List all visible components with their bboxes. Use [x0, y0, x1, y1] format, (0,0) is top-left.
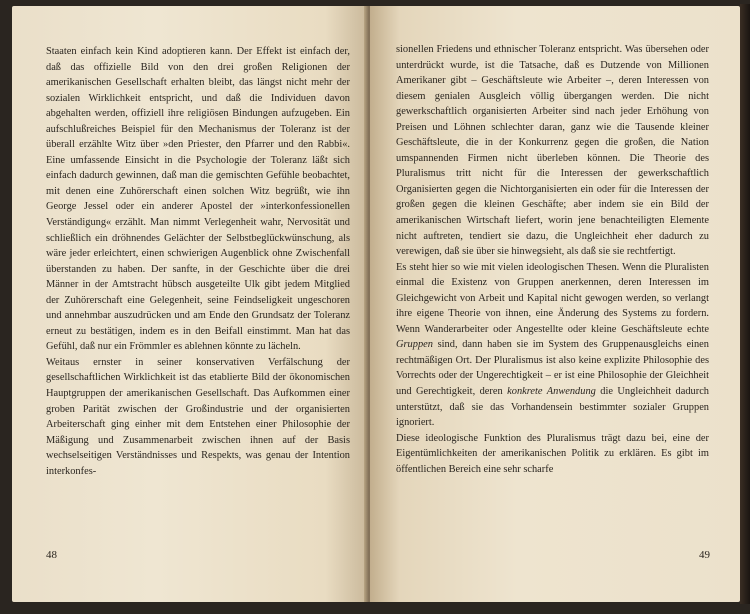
emphasis: konkrete Anwendung — [507, 386, 596, 398]
left-page-text — [46, 44, 350, 479]
text-run: Es steht hier so wie mit vielen ideologischen Thesen. Wenn die Pluralisten einmal die Existenz von Gruppen anerkennen, deren Interessen im Gleichgewicht von Arbeit und Kapital nicht gewogen werden, so verlangt ihre eigene Theorie von ihnen, eine Änderung des Systems zu fordern. Wenn Wanderarbeiter oder Angestellte oder kleine Geschäftsleute echte — [396, 261, 709, 335]
text-run: die Ungleichheit dadurch unterstützt, daß sie das Vorhandensein bestimmter sozialer Gruppen ignoriert. — [396, 386, 709, 429]
right-page-text — [396, 42, 709, 477]
page-number: 48 — [46, 549, 57, 561]
emphasis: Gruppen — [396, 339, 433, 351]
paragraph: Staaten einfach kein Kind adoptieren kann. Der Effekt ist einfach der, daß das offizielle Bild von den drei großen Religionen der amerikanischen Gesellschaft erhalten bleibt, das längst nicht mehr der sozialen Wirklichkeit entspricht, und daß die Individuen davon abgehalten werden, offiziell ihre religiösen Bindungen aufzugeben. Ein aufschlußreiches Beispiel für den Mechanismus der Toleranz ist der überall erzählte Witz über »den Priester, den Pfarrer und den Rabbi«. Eine umfassende Einsicht in die Psychologie der Toleranz läßt sich einfach dadurch gewinnen, daß man die gemischten Gefühle beobachtet, mit denen eine Zuhörerschaft einen solchen Witz begrüßt, wie ihn George Jessel oder ein anderer Apostel der »interkonfessionellen Verständigung« erzählt. Man nimmt Verlegenheit wahr, Nervosität und schließlich ein dröhnendes Gelächter der Selbstbeglückwünschung, als wäre jeder erleichtert, einen schwierigen Augenblick ohne Zwischenfall überstanden zu haben. Der sanfte, in der Geschichte über die drei Männer in der Amtstracht hübsch ausgeteilte Ulk gibt jedem Mitglied der Zuhörerschaft eine Gelegenheit, seine Feindseligkeit ungeschoren und annehmbar auszudrücken und am Ende den Grundsatz der Toleranz erneut zu bestätigen, indem es in den Beifall einstimmt. Man hat das Gefühl, daß nur ein Frömmler es ablehnen könnte zu lächeln. — [46, 46, 350, 353]
paragraph: Diese ideologische Funktion des Pluralismus trägt dazu bei, eine der Eigentümlichkeiten der amerikanischen Politik zu erklären. Es gibt im öffentlichen Bereich eine sehr scharfe — [396, 432, 709, 475]
paragraph: Weitaus ernster in seiner konservativen Verfälschung der gesellschaftlichen Wirklichkeit ist das etablierte Bild der ökonomischen Hauptgruppen der amerikanischen Gesellschaft. Das Aufkommen einer groben Parität zwischen der Großindustrie und der organisierten Arbeiterschaft ging einher mit dem Entstehen einer Philosophie der Mäßigung und Zusammenarbeit zwischen ihnen auf der Basis wechselseitigen Verständnisses und Respekts, was genau der Intention interkonfes- — [46, 356, 350, 477]
page-number: 49 — [699, 549, 710, 561]
text-run: sind, dann haben sie im System des Gruppenausgleichs einen rechtmäßigen Ort. Der Pluralismus ist also keine explizite Philosophie des Vorrechts oder der Ungerechtigkeit – er ist eine Philosophie der Gleichheit und Gerechtigkeit, deren — [396, 339, 709, 398]
paragraph — [396, 260, 709, 431]
paragraph: sionellen Friedens und ethnischer Toleranz entspricht. Was übersehen oder unterdrückt wurde, ist die Tatsache, daß es Dutzende von Millionen Amerikaner gibt – Geschäftsleute wie Arbeiter –, deren Interessen von diesem genialen Ausgleich völlig übergangen werden. Die nicht gewerkschaftlich organisierten Arbeiter sind nach jeder Erhöhung von Preisen und Löhnen schlechter daran, ganz wie die Tausende kleiner Geschäftsleute, die in der Konkurrenz gegen die großen, die Nation umspannenden Firmen nicht überleben können. Die Theorie des Pluralismus tritt nicht für die Interessen der gewerkschaftlich Organisierten gegen die Nichtorganisierten ein oder für die Interessen der großen gegen die kleinen Geschäfte; aber indem sie ein Bild der amerikanischen Wirtschaft liefert, worin jene benachteiligten Elemente nicht auftreten, tendiert sie dazu, die Ungleichheit eher dadurch zu verewigen, daß sie über sie hinwegsieht, als daß sie sie rechtfertigt. — [396, 44, 709, 258]
right-page — [370, 6, 740, 602]
book-edge — [740, 4, 750, 604]
left-page — [12, 6, 368, 602]
